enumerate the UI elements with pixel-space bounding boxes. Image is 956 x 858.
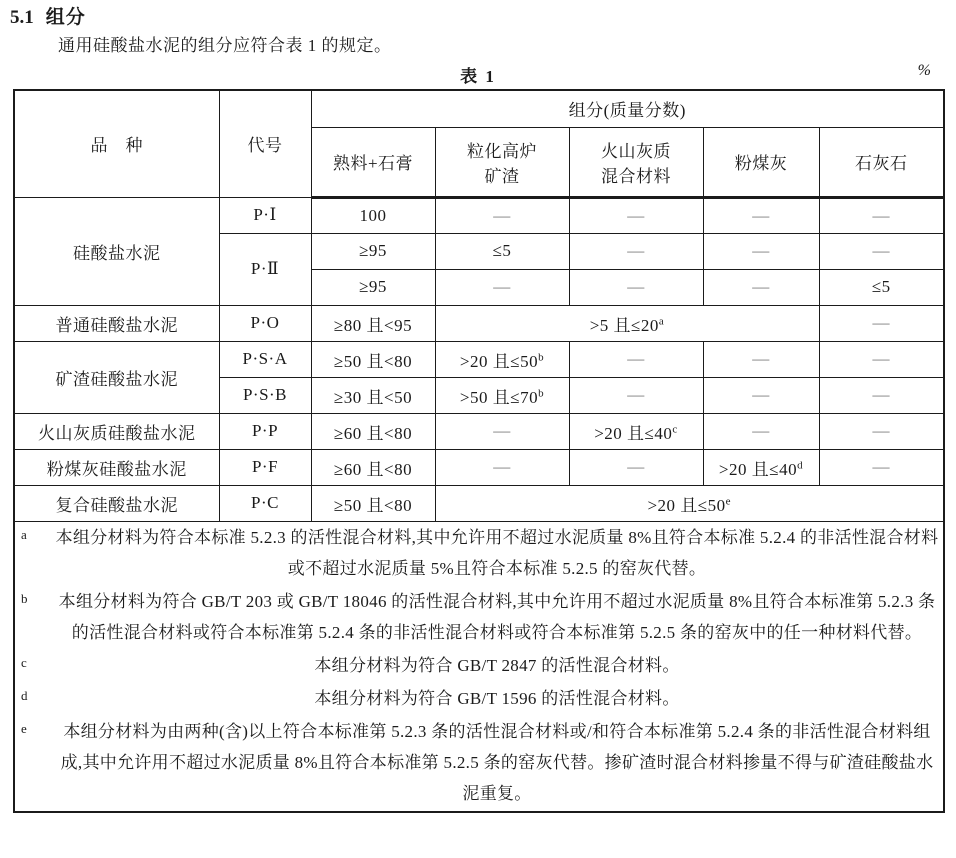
footnote-ref-b: b: [538, 350, 545, 363]
cell-flyash: —: [703, 413, 819, 449]
table-caption: 表 1: [460, 67, 496, 86]
header-pozzolanic-material: 火山灰质 混合材料: [569, 127, 703, 197]
cell-slag: —: [435, 413, 569, 449]
cell-clinker: ≥60 且<80: [311, 413, 435, 449]
table-notes-row: [14, 521, 944, 812]
footnote-d: [17, 683, 941, 714]
footnote-text: 本组分材料为符合 GB/T 1596 的活性混合材料。: [314, 688, 680, 708]
cell-limestone: —: [819, 341, 944, 377]
cell-slag: >20 且$\le 50^b$: [435, 341, 569, 377]
cell-clinker: 100: [311, 197, 435, 233]
header-fly-ash: 粉煤灰: [703, 127, 819, 197]
footnote-marker: b: [21, 590, 28, 606]
header-variety: 品 种: [14, 90, 219, 197]
composition-table: [13, 89, 945, 813]
cell-slag: —: [435, 449, 569, 485]
footnote-ref-a: a: [658, 314, 665, 327]
cell-flyash: —: [703, 233, 819, 269]
header-row-group: [14, 90, 944, 127]
footnote-b: [17, 586, 941, 648]
cell-slag: —: [435, 269, 569, 305]
cell-limestone: ≤5: [819, 269, 944, 305]
variety-ordinary-cement: 普通硅酸盐水泥: [14, 305, 219, 341]
footnote-text: 本组分材料为符合 GB/T 2847 的活性混合材料。: [314, 655, 680, 675]
footnote-text: 本组分材料为由两种(含)以上符合本标准第 5.2.3 条的活性混合材料或/和符合本标准第 5.2.4 条的非活性混合材料组成,其中允许用不超过水泥质量 8%且符合本标准第 5.2.5 条的窑灰代替。掺矿渣时混合材料掺量不得与矿渣硅酸盐水泥重复。: [60, 721, 934, 803]
table-row-pf: [14, 449, 944, 485]
cell-clinker: ≥95: [311, 269, 435, 305]
footnote-c: [17, 650, 941, 681]
section-title: 组分: [45, 7, 86, 28]
cell-clinker: ≥80 且<95: [311, 305, 435, 341]
cell-pozzolan: —: [569, 269, 703, 305]
code-p1: P·Ⅰ: [219, 197, 311, 233]
cell-limestone: —: [819, 197, 944, 233]
cell-pozzolan: —: [569, 197, 703, 233]
header-clinker-gypsum: 熟料+石膏: [311, 127, 435, 197]
footnote-marker: a: [21, 526, 28, 542]
section-heading: [10, 6, 956, 30]
footnote-text: 本组分材料为符合本标准 5.2.3 的活性混合材料,其中允许用不超过水泥质量 8%且符合本标准 5.2.4 的非活性混合材料或不超过水泥质量 5%且符合本标准 5.2.5 的窑灰代替。: [55, 527, 939, 578]
cell-limestone: —: [819, 377, 944, 413]
code-pf: P·F: [219, 449, 311, 485]
table-row-pp: [14, 413, 944, 449]
cell-slag: —: [435, 197, 569, 233]
cell-mixed-materials: >5 且$\le 20^a$: [435, 305, 819, 341]
cell-flyash: —: [703, 197, 819, 233]
footnote-marker: c: [21, 654, 28, 670]
variety-composite-cement: 复合硅酸盐水泥: [14, 485, 219, 521]
cell-flyash: —: [703, 341, 819, 377]
footnote-marker: d: [21, 687, 28, 703]
table-notes: [14, 521, 944, 812]
cell-limestone: —: [819, 233, 944, 269]
table-unit-label: %: [917, 62, 931, 79]
cell-slag: >50 且$\le 70^b$: [435, 377, 569, 413]
cell-limestone: —: [819, 449, 944, 485]
table-row-p1: [14, 197, 944, 233]
code-psb: P·S·B: [219, 377, 311, 413]
header-code: 代号: [219, 90, 311, 197]
cell-flyash: >20 且$\le 40^d$: [703, 449, 819, 485]
table-row-psa: [14, 341, 944, 377]
cell-limestone: —: [819, 413, 944, 449]
cell-pozzolan: —: [569, 341, 703, 377]
cell-clinker: ≥50 且<80: [311, 485, 435, 521]
cell-slag: ≤5: [435, 233, 569, 269]
cell-mixed-materials: >20 且$\le 50^e$: [435, 485, 944, 521]
variety-flyash-cement: 粉煤灰硅酸盐水泥: [14, 449, 219, 485]
cell-clinker: ≥95: [311, 233, 435, 269]
cell-limestone: —: [819, 305, 944, 341]
code-pp: P·P: [219, 413, 311, 449]
table-row-pc: [14, 485, 944, 521]
cell-flyash: —: [703, 377, 819, 413]
footnote-e: [17, 716, 941, 809]
footnote-ref-e: e: [725, 494, 732, 507]
header-blast-furnace-slag: 粒化高炉 矿渣: [435, 127, 569, 197]
footnote-ref-c: c: [672, 422, 678, 435]
cell-clinker: ≥60 且<80: [311, 449, 435, 485]
code-p2: P·Ⅱ: [219, 233, 311, 305]
cell-pozzolan: —: [569, 233, 703, 269]
cell-flyash: —: [703, 269, 819, 305]
variety-slag-cement: 矿渣硅酸盐水泥: [14, 341, 219, 413]
code-psa: P·S·A: [219, 341, 311, 377]
cell-clinker: ≥30 且<50: [311, 377, 435, 413]
code-po: P·O: [219, 305, 311, 341]
cell-clinker: ≥50 且<80: [311, 341, 435, 377]
footnote-text: 本组分材料为符合 GB/T 203 或 GB/T 18046 的活性混合材料,其中允许用不超过水泥质量 8%且符合本标准第 5.2.3 条的活性混合材料或符合本标准第 5.2.4 条的非活性混合材料或符合本标准第 5.2.5 条的窑灰中的任一种材料代替。: [58, 591, 936, 642]
footnote-marker: e: [21, 720, 28, 736]
section-number: 5.1: [10, 7, 34, 28]
header-limestone: 石灰石: [819, 127, 944, 197]
intro-paragraph: 通用硅酸盐水泥的组分应符合表 1 的规定。: [58, 36, 392, 55]
cell-pozzolan: —: [569, 377, 703, 413]
table-row-po: [14, 305, 944, 341]
footnote-ref-b: b: [538, 386, 545, 399]
cell-pozzolan: >20 且$\le 40^c$: [569, 413, 703, 449]
variety-pozzolana-cement: 火山灰质硅酸盐水泥: [14, 413, 219, 449]
header-components-group: 组分(质量分数): [311, 90, 944, 127]
cell-pozzolan: —: [569, 449, 703, 485]
variety-silicate-cement: 硅酸盐水泥: [14, 197, 219, 305]
footnote-ref-d: d: [797, 458, 804, 471]
footnote-a: [17, 522, 941, 584]
code-pc: P·C: [219, 485, 311, 521]
table-caption-row: [13, 62, 943, 86]
